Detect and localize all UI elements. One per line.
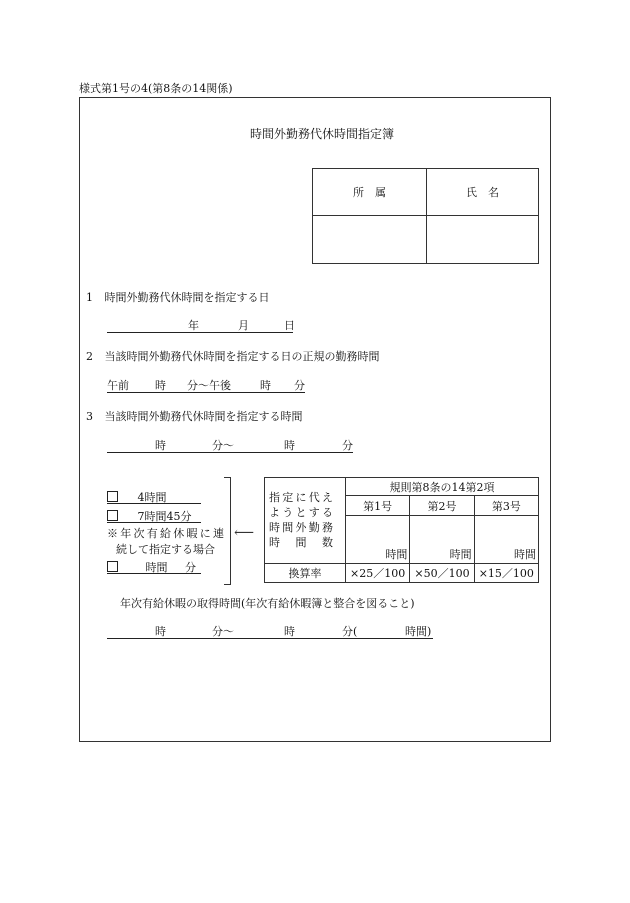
rules-rate-3: [474, 563, 538, 582]
rules-rate-1: [346, 563, 410, 582]
option-4h[interactable]: [107, 489, 201, 504]
item2-minute-to-pm: 分〜午後: [187, 379, 231, 392]
item2-number: 2: [86, 350, 93, 363]
item1-month: 月: [238, 319, 249, 332]
item3-number: 3: [86, 410, 93, 423]
leave-time-line[interactable]: [107, 623, 433, 639]
rules-hours-3[interactable]: [474, 516, 538, 563]
item2-hour2: 時: [260, 379, 271, 392]
rules-rate-2: [410, 563, 474, 582]
rules-row-header-text: 指定に代えようとする時間外勤務時間数: [269, 491, 333, 550]
form-label: 様式第1号の4(第8条の14関係): [79, 82, 233, 95]
option-note-line2: 続して指定する場合: [116, 543, 215, 556]
leave-hour2: 時: [284, 625, 295, 638]
item2-label: 当該時間外勤務代休時間を指定する日の正規の勤務時間: [104, 350, 380, 363]
checkbox-icon[interactable]: [107, 561, 118, 572]
rules-col-1: [346, 496, 410, 516]
rules-rate-label-text: 換算率: [288, 566, 322, 580]
option-4h-label: 4時間: [137, 491, 167, 504]
rules-rule-header-text: 規則第8条の14第2項: [389, 480, 495, 494]
leave-hour: 時: [155, 625, 166, 638]
item1-number: 1: [86, 291, 93, 304]
item1-date-line[interactable]: [107, 317, 293, 333]
affiliation-label: 所 属: [353, 186, 386, 199]
rules-row-header: [265, 478, 346, 564]
item3-heading: [86, 408, 303, 424]
rules-rate-1-text: ×25／100: [350, 566, 406, 580]
item3-minute-to: 分〜: [212, 439, 234, 452]
name-header: [427, 169, 539, 216]
rules-rate-label: [265, 563, 346, 582]
leave-minute-open: 分(: [342, 625, 358, 638]
page-title: 時間外勤務代休時間指定簿: [250, 127, 395, 141]
item2-heading: [86, 348, 380, 364]
item1-day: 日: [284, 319, 295, 332]
leave-label: 年次有給休暇の取得時間(年次有給休暇簿と整合を図ること): [120, 597, 415, 610]
rules-hours-1[interactable]: [346, 516, 410, 563]
option-7h45m[interactable]: [107, 508, 201, 523]
rules-col-3: [474, 496, 538, 516]
arrow-icon: ⟵: [234, 525, 255, 541]
option-note-line1: ※年次有給休暇に連: [107, 527, 224, 540]
item3-label: 当該時間外勤務代休時間を指定する時間: [104, 410, 303, 423]
option-custom[interactable]: [107, 559, 201, 574]
item3-time-line[interactable]: [107, 437, 353, 453]
checkbox-icon[interactable]: [107, 491, 118, 502]
option-custom-minute: 分: [185, 561, 196, 574]
bracket: [224, 477, 231, 585]
rules-table: [264, 477, 539, 583]
item1-label: 時間外勤務代休時間を指定する日: [104, 291, 270, 304]
name-label: 氏 名: [466, 186, 499, 199]
item2-time-line[interactable]: [107, 377, 305, 393]
leave-hours-close: 時間): [405, 625, 432, 638]
affiliation-header: [313, 169, 427, 216]
rules-hours-2-unit: 時間: [449, 547, 472, 561]
item2-minute: 分: [294, 379, 305, 392]
affiliation-table: [312, 168, 539, 264]
rules-rate-2-text: ×50／100: [414, 566, 470, 580]
rules-hours-3-unit: 時間: [514, 547, 536, 561]
rules-col-3-label: 第3号: [491, 499, 521, 513]
item3-hour: 時: [155, 439, 166, 452]
rules-col-2: [410, 496, 474, 516]
checkbox-icon[interactable]: [107, 510, 118, 521]
name-field[interactable]: [427, 216, 539, 264]
rules-rule-header: [346, 478, 539, 496]
rules-col-1-label: 第1号: [363, 499, 393, 513]
item1-year: 年: [188, 319, 199, 332]
item3-hour2: 時: [284, 439, 295, 452]
item1-heading: [86, 289, 270, 305]
rules-hours-1-unit: 時間: [385, 547, 408, 561]
leave-minute-to: 分〜: [212, 625, 234, 638]
item2-am: 午前: [107, 379, 129, 392]
option-7h45m-label: 7時間45分: [137, 510, 192, 523]
item2-hour: 時: [155, 379, 166, 392]
affiliation-field[interactable]: [313, 216, 427, 264]
rules-rate-3-text: ×15／100: [478, 566, 534, 580]
option-custom-hour: 時間: [145, 561, 168, 574]
rules-hours-2[interactable]: [410, 516, 474, 563]
item3-minute: 分: [342, 439, 353, 452]
rules-col-2-label: 第2号: [427, 499, 457, 513]
